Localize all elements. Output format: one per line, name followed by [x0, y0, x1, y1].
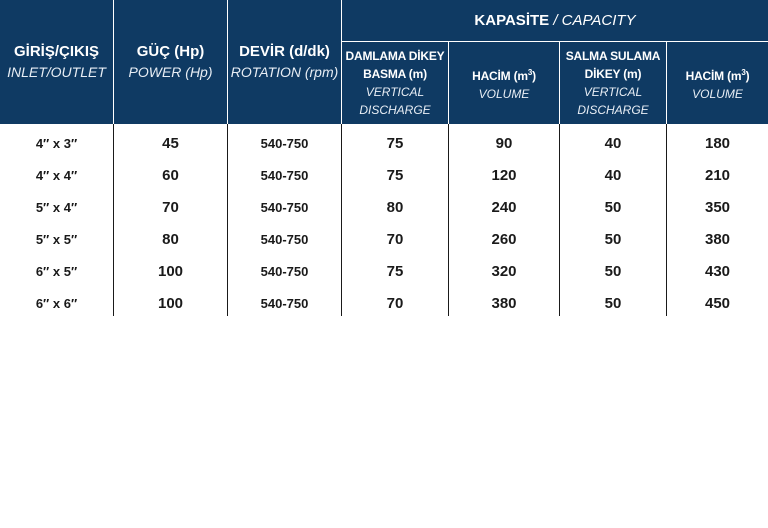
header-drip-head: [342, 42, 448, 124]
table-row: [0, 159, 768, 191]
cell-rpm: 540-750: [260, 167, 309, 183]
header-power-en: POWER (Hp): [128, 64, 213, 80]
cell-sprinkler-head: 40: [604, 134, 622, 152]
cell-drip-head: 70: [386, 294, 404, 312]
cell-sprinkler-volume: 450: [704, 294, 731, 312]
table-row: [0, 223, 768, 255]
cell-power: 100: [157, 262, 184, 280]
table-row: [0, 191, 768, 223]
header-sprinkler-volume-sup: 3: [741, 67, 746, 77]
header-inlet-outlet: [0, 0, 113, 124]
cell-size: 4″ x 3″: [35, 135, 78, 151]
cell-rpm: 540-750: [260, 199, 309, 215]
header-capacity-sep: /: [549, 11, 562, 29]
cell-power: 100: [157, 294, 184, 312]
header-drip-volume-en: VOLUME: [478, 86, 530, 101]
cell-rpm: 540-750: [260, 295, 309, 311]
header-drip-head-en2: DISCHARGE: [359, 103, 431, 117]
table-row: [0, 255, 768, 287]
header-drip-volume-tr: HACİM (m: [472, 68, 528, 83]
header-bottom-border: [0, 124, 768, 126]
header-sprinkler-head: [560, 42, 666, 124]
cell-sprinkler-volume: 380: [704, 230, 731, 248]
header-sprinkler-volume-en: VOLUME: [692, 86, 743, 101]
cell-drip-volume: 380: [491, 294, 517, 312]
cell-size: 5″ x 5″: [35, 231, 78, 247]
header-sprinkler-volume-tr: HACİM (m: [685, 68, 742, 83]
cell-power: 60: [162, 166, 179, 184]
header-capacity: [342, 0, 768, 41]
header-sprinkler-head-tr2: DİKEY (m): [584, 67, 642, 81]
cell-drip-volume: 120: [491, 166, 517, 184]
header-drip-volume-sup: 3: [527, 67, 533, 77]
cell-drip-volume: 90: [495, 134, 513, 152]
cell-sprinkler-volume: 350: [704, 198, 731, 216]
header-capacity-en: CAPACITY: [561, 11, 636, 29]
table-row: [0, 287, 768, 319]
header-sprinkler-head-en1: VERTICAL: [583, 85, 643, 99]
header-power: [114, 0, 227, 124]
cell-power: 45: [162, 134, 179, 152]
cell-drip-volume: 320: [491, 262, 517, 280]
cell-sprinkler-volume: 430: [704, 262, 731, 280]
cell-size: 6″ x 5″: [35, 263, 78, 279]
header-inlet-tr: GİRİŞ/ÇIKIŞ: [13, 43, 99, 60]
cell-drip-head: 75: [386, 166, 404, 184]
cell-size: 6″ x 6″: [35, 295, 78, 311]
header-sprinkler-volume-close: ): [745, 68, 750, 83]
header-rotation-en: ROTATION (rpm): [230, 64, 339, 80]
cell-size: 5″ x 4″: [35, 199, 78, 215]
cell-drip-volume: 260: [491, 230, 517, 248]
header-sprinkler-volume: [667, 42, 768, 124]
cell-sprinkler-head: 40: [604, 166, 622, 184]
cell-size: 4″ x 4″: [35, 167, 78, 183]
cell-sprinkler-head: 50: [604, 262, 622, 280]
header-sprinkler-head-tr1: SALMA SULAMA: [565, 49, 661, 63]
cell-rpm: 540-750: [260, 263, 309, 279]
header-drip-head-en1: VERTICAL: [365, 85, 425, 99]
header-drip-head-tr1: DAMLAMA DİKEY: [345, 49, 445, 63]
cell-drip-head: 70: [386, 230, 404, 248]
header-rotation: [228, 0, 341, 124]
header-inlet-en: INLET/OUTLET: [7, 64, 106, 80]
cell-sprinkler-head: 50: [604, 294, 622, 312]
cell-sprinkler-volume: 210: [704, 166, 731, 184]
cell-drip-volume: 240: [491, 198, 517, 216]
cell-drip-head: 75: [386, 262, 404, 280]
cell-rpm: 540-750: [260, 135, 309, 151]
cell-sprinkler-volume: 180: [704, 134, 731, 152]
cell-sprinkler-head: 50: [604, 230, 622, 248]
table-row: [0, 127, 768, 159]
cell-power: 70: [162, 198, 179, 216]
header-drip-volume-close: ): [532, 68, 536, 83]
cell-rpm: 540-750: [260, 231, 309, 247]
header-capacity-tr: KAPASİTE: [474, 11, 550, 29]
cell-power: 80: [162, 230, 179, 248]
header-drip-volume: [449, 42, 559, 124]
cell-sprinkler-head: 50: [604, 198, 622, 216]
header-sprinkler-head-en2: DISCHARGE: [577, 103, 649, 117]
cell-drip-head: 80: [386, 198, 404, 216]
cell-drip-head: 75: [386, 134, 404, 152]
header-rotation-tr: DEVİR (d/dk): [239, 43, 330, 60]
header-drip-head-tr2: BASMA (m): [363, 67, 427, 81]
header-power-tr: GÜÇ (Hp): [136, 43, 205, 60]
